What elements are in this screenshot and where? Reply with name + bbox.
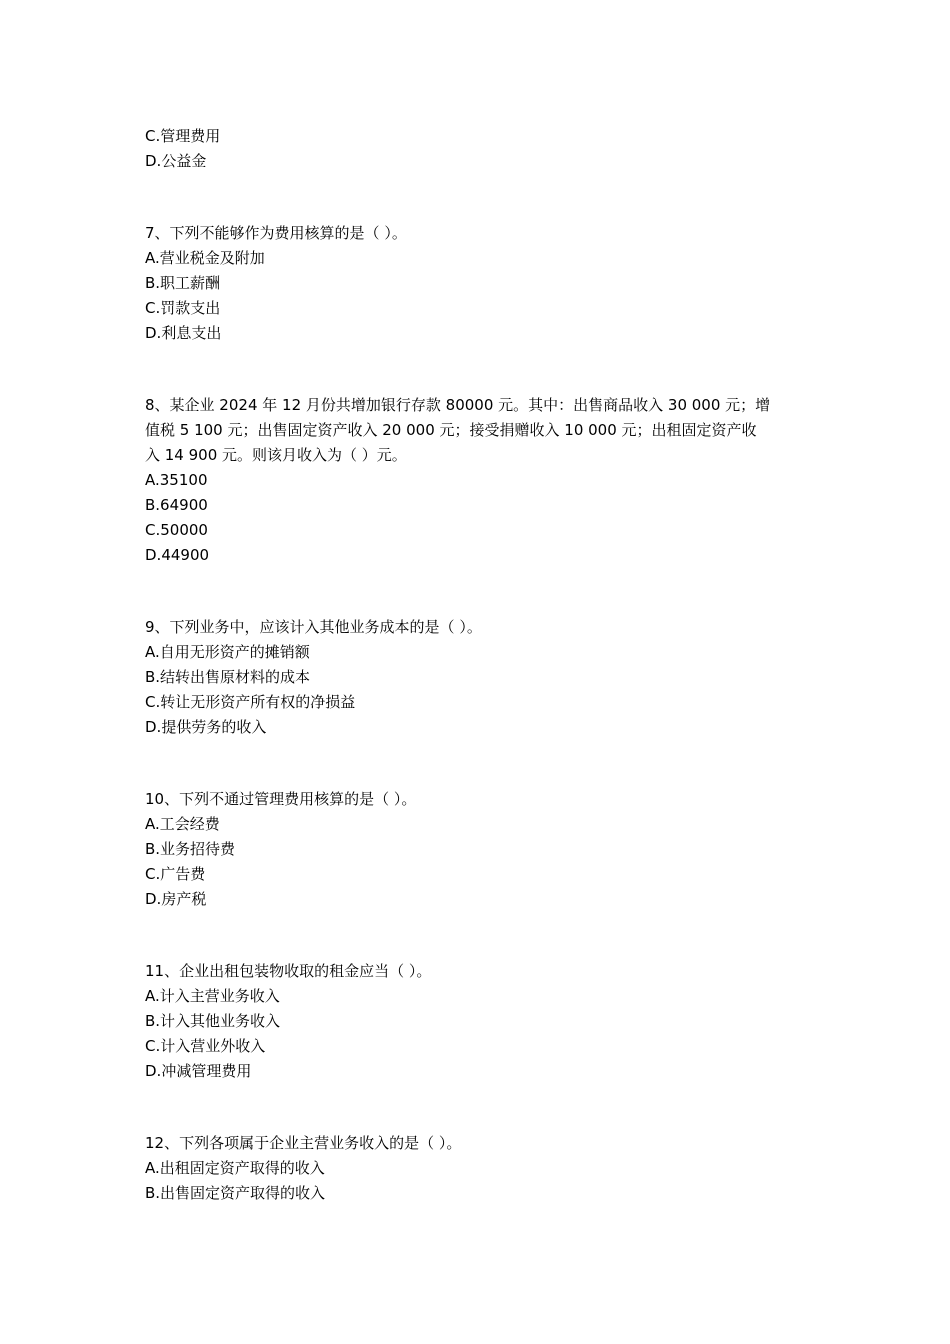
- option-a: A.计入主营业务收入: [145, 987, 280, 1005]
- option-d: D.利息支出: [145, 324, 222, 342]
- option-b: B.业务招待费: [145, 840, 236, 858]
- option-a: A.营业税金及附加: [145, 249, 265, 267]
- option-b: B.出售固定资产取得的收入: [145, 1184, 326, 1202]
- option-b: B.结转出售原材料的成本: [145, 668, 311, 686]
- continued-options: [145, 124, 805, 174]
- question-stem: 9、下列业务中，应该计入其他业务成本的是（ ）。: [145, 618, 482, 636]
- document-page: [145, 124, 805, 1206]
- option-d: D.冲减管理费用: [145, 1062, 252, 1080]
- question-8: [145, 393, 805, 568]
- option-b: B.职工薪酬: [145, 274, 221, 292]
- question-stem-line-2: 值税 5 100 元；出售固定资产收入 20 000 元；接受捐赠收入 10 000 元；出租固定资产收: [145, 421, 757, 439]
- question-9: [145, 615, 805, 740]
- option-d: D.提供劳务的收入: [145, 718, 267, 736]
- option-a: A.工会经费: [145, 815, 220, 833]
- option-a: A.35100: [145, 471, 208, 489]
- option-c: C.转让无形资产所有权的净损益: [145, 693, 356, 711]
- option-d: D.44900: [145, 546, 210, 564]
- option-a: A.自用无形资产的摊销额: [145, 643, 310, 661]
- option-d: D.公益金: [145, 152, 207, 170]
- option-d: D.房产税: [145, 890, 207, 908]
- option-c: C.计入营业外收入: [145, 1037, 266, 1055]
- question-12: [145, 1131, 805, 1206]
- option-c: C.广告费: [145, 865, 206, 883]
- option-c: C.管理费用: [145, 127, 221, 145]
- question-11: [145, 959, 805, 1084]
- question-stem: 12、下列各项属于企业主营业务收入的是（ ）。: [145, 1134, 462, 1152]
- option-b: B.64900: [145, 496, 208, 514]
- question-10: [145, 787, 805, 912]
- question-stem-line-3: 入 14 900 元。则该月收入为（ ）元。: [145, 446, 407, 464]
- option-c: C.50000: [145, 521, 208, 539]
- option-b: B.计入其他业务收入: [145, 1012, 281, 1030]
- question-stem: 10、下列不通过管理费用核算的是（ ）。: [145, 790, 417, 808]
- option-a: A.出租固定资产取得的收入: [145, 1159, 325, 1177]
- question-7: [145, 221, 805, 346]
- question-stem-line-1: 8、某企业 2024 年 12 月份共增加银行存款 80000 元。其中：出售商品收入 30 000 元；增: [145, 396, 771, 414]
- question-stem: 7、下列不能够作为费用核算的是（ ）。: [145, 224, 407, 242]
- question-stem: 11、企业出租包装物收取的租金应当（ ）。: [145, 962, 432, 980]
- option-c: C.罚款支出: [145, 299, 221, 317]
